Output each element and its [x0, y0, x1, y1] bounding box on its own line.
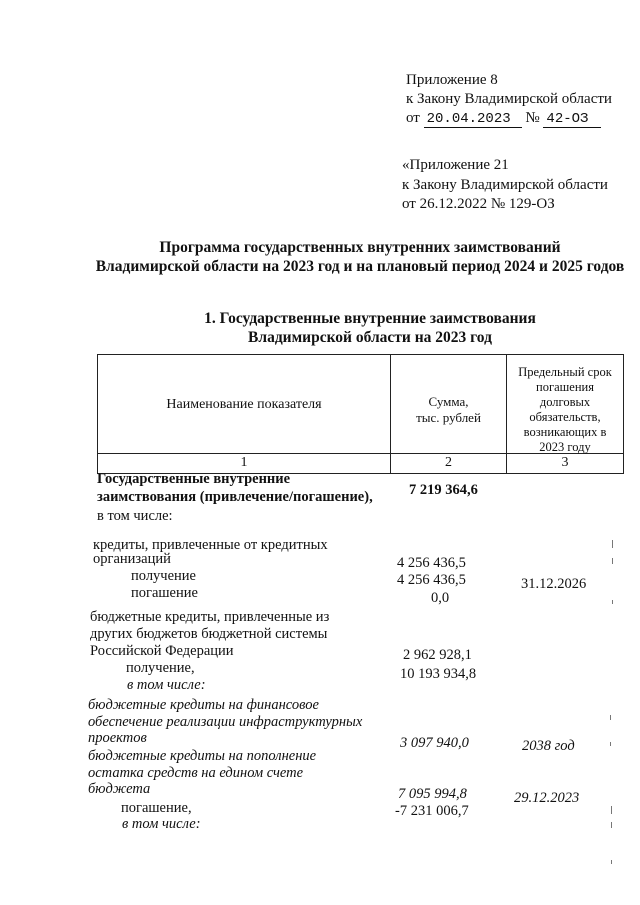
header-name: Наименование показателя: [166, 397, 322, 412]
row-infra-term: 2038 год: [522, 738, 575, 754]
row-budget-repay-incl: в том числе:: [122, 816, 201, 832]
row-budget-repay-value: -7 231 006,7: [395, 803, 469, 819]
title-line2: Владимирской области на 2023 год и на плановый период 2024 и 2025 годов: [95, 258, 625, 275]
row-rest-l1: бюджетные кредиты на пополнение: [88, 748, 317, 764]
row-credit-get: получение: [131, 568, 196, 584]
section-line2: Владимирской области на 2023 год: [248, 329, 492, 346]
row-budget-l1: бюджетные кредиты, привлеченные из: [90, 609, 330, 625]
row-rest-term: 29.12.2023: [514, 790, 580, 806]
header-sum-l1: Сумма,: [428, 394, 469, 409]
prev-appendix-line2: к Закону Владимирской области: [402, 177, 608, 193]
appendix-no-sign: №: [525, 110, 540, 126]
header-term-l2: погашения: [536, 380, 594, 394]
row-total-l1: Государственные внутренние: [97, 471, 291, 487]
row-infra-l3: проектов: [88, 730, 147, 746]
header-term-l5: возникающих в: [523, 425, 607, 439]
row-rest-l3: бюджета: [88, 781, 151, 797]
row-budget-get-value: 10 193 934,8: [400, 666, 477, 682]
prev-appendix-line3: от 26.12.2022 № 129-ОЗ: [402, 196, 555, 212]
row-total-l2: заимствования (привлечение/погашение),: [97, 489, 373, 505]
row-credit-l2: организаций: [93, 551, 171, 567]
appendix-line3: [406, 108, 601, 128]
col-number-1: 1: [240, 455, 248, 470]
header-term-l1: Предельный срок: [518, 365, 612, 379]
appendix-from: от: [406, 110, 420, 126]
appendix-line2: к Закону Владимирской области: [406, 91, 612, 107]
row-budget-value: 2 962 928,1: [403, 647, 472, 663]
row-infra-l2: обеспечение реализации инфраструктурных: [88, 714, 363, 730]
appendix-number: 42-ОЗ: [543, 111, 601, 128]
row-rest-l2: остатка средств на едином счете: [88, 765, 304, 781]
section-line1: 1. Государственные внутренние заимствования: [204, 310, 536, 327]
row-credit-l1: кредиты, привлеченные от кредитных: [93, 537, 328, 553]
appendix-date: 20.04.2023: [424, 111, 522, 128]
appendix-line1: Приложение 8: [406, 72, 498, 88]
col-number-3: 3: [561, 455, 569, 470]
row-budget-repay: погашение,: [121, 800, 192, 816]
row-budget-l3: Российской Федерации: [90, 643, 234, 659]
header-term-l3: долговых: [539, 395, 591, 409]
prev-appendix-line1: «Приложение 21: [402, 157, 509, 173]
row-budget-get-incl: в том числе:: [127, 677, 206, 693]
header-term-l4: обязательств,: [529, 410, 601, 424]
title-line1: Программа государственных внутренних заимствований: [159, 239, 561, 256]
col-number-2: 2: [445, 455, 452, 470]
row-credit-get-value: 4 256 436,5: [397, 572, 466, 588]
row-credit-repay: погашение: [131, 585, 198, 601]
row-total-incl: в том числе:: [97, 508, 173, 524]
row-credit-repay-value: 0,0: [431, 590, 450, 606]
row-infra-value: 3 097 940,0: [400, 735, 469, 751]
row-budget-get: получение,: [126, 660, 195, 676]
row-rest-value: 7 095 994,8: [398, 786, 467, 802]
row-credit-value: 4 256 436,5: [397, 555, 466, 571]
row-total-value: 7 219 364,6: [409, 482, 478, 498]
header-sum-l2: тыс. рублей: [416, 410, 481, 425]
header-term-l6: 2023 году: [539, 440, 591, 454]
row-budget-l2: других бюджетов бюджетной системы: [90, 626, 328, 642]
row-credit-get-term: 31.12.2026: [521, 576, 587, 592]
row-infra-l1: бюджетные кредиты на финансовое: [88, 697, 319, 713]
